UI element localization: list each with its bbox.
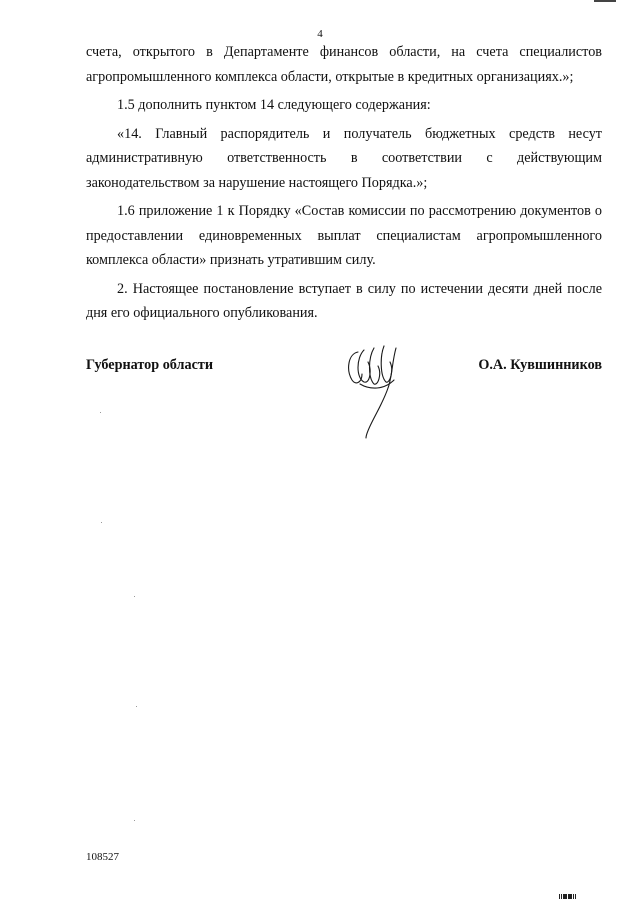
signer-title: Губернатор области — [86, 357, 214, 373]
document-body — [86, 40, 602, 326]
document-code: 108527 — [86, 851, 119, 863]
scan-speck — [101, 522, 102, 523]
paragraph-item-1-6: 1.6 приложение 1 к Порядку «Состав комиссии по рассмотрению документов о предоставлении единовременных выплат специалистам агропромышленного комплекса области» признать утратившим силу. — [86, 203, 602, 268]
handwritten-signature — [340, 340, 410, 440]
paragraph-continuation: счета, открытого в Департаменте финансов области, на счета специалистов агропромышленного комплекса области, открытые в кредитных организациях.»; — [86, 44, 602, 85]
page-number: 4 — [317, 28, 323, 40]
corner-scan-mark — [594, 0, 616, 2]
signer-name: О.А. Кувшинников — [478, 357, 602, 373]
scan-speck — [136, 706, 137, 707]
paragraph-effective-date: 2. Настоящее постановление вступает в силу по истечении десяти дней после дня его официального опубликования. — [86, 280, 602, 321]
scan-speck — [134, 596, 135, 597]
paragraph-item-1-5: 1.5 дополнить пунктом 14 следующего содержания: — [117, 97, 431, 113]
scan-speck — [100, 412, 101, 413]
paragraph-point-14: «14. Главный распорядитель и получатель бюджетных средств несут административную ответственность в соответствии с действующим законодательством за нарушение настоящего Порядка.»; — [86, 125, 602, 191]
barcode-mark — [559, 894, 576, 899]
scan-speck — [134, 820, 135, 821]
